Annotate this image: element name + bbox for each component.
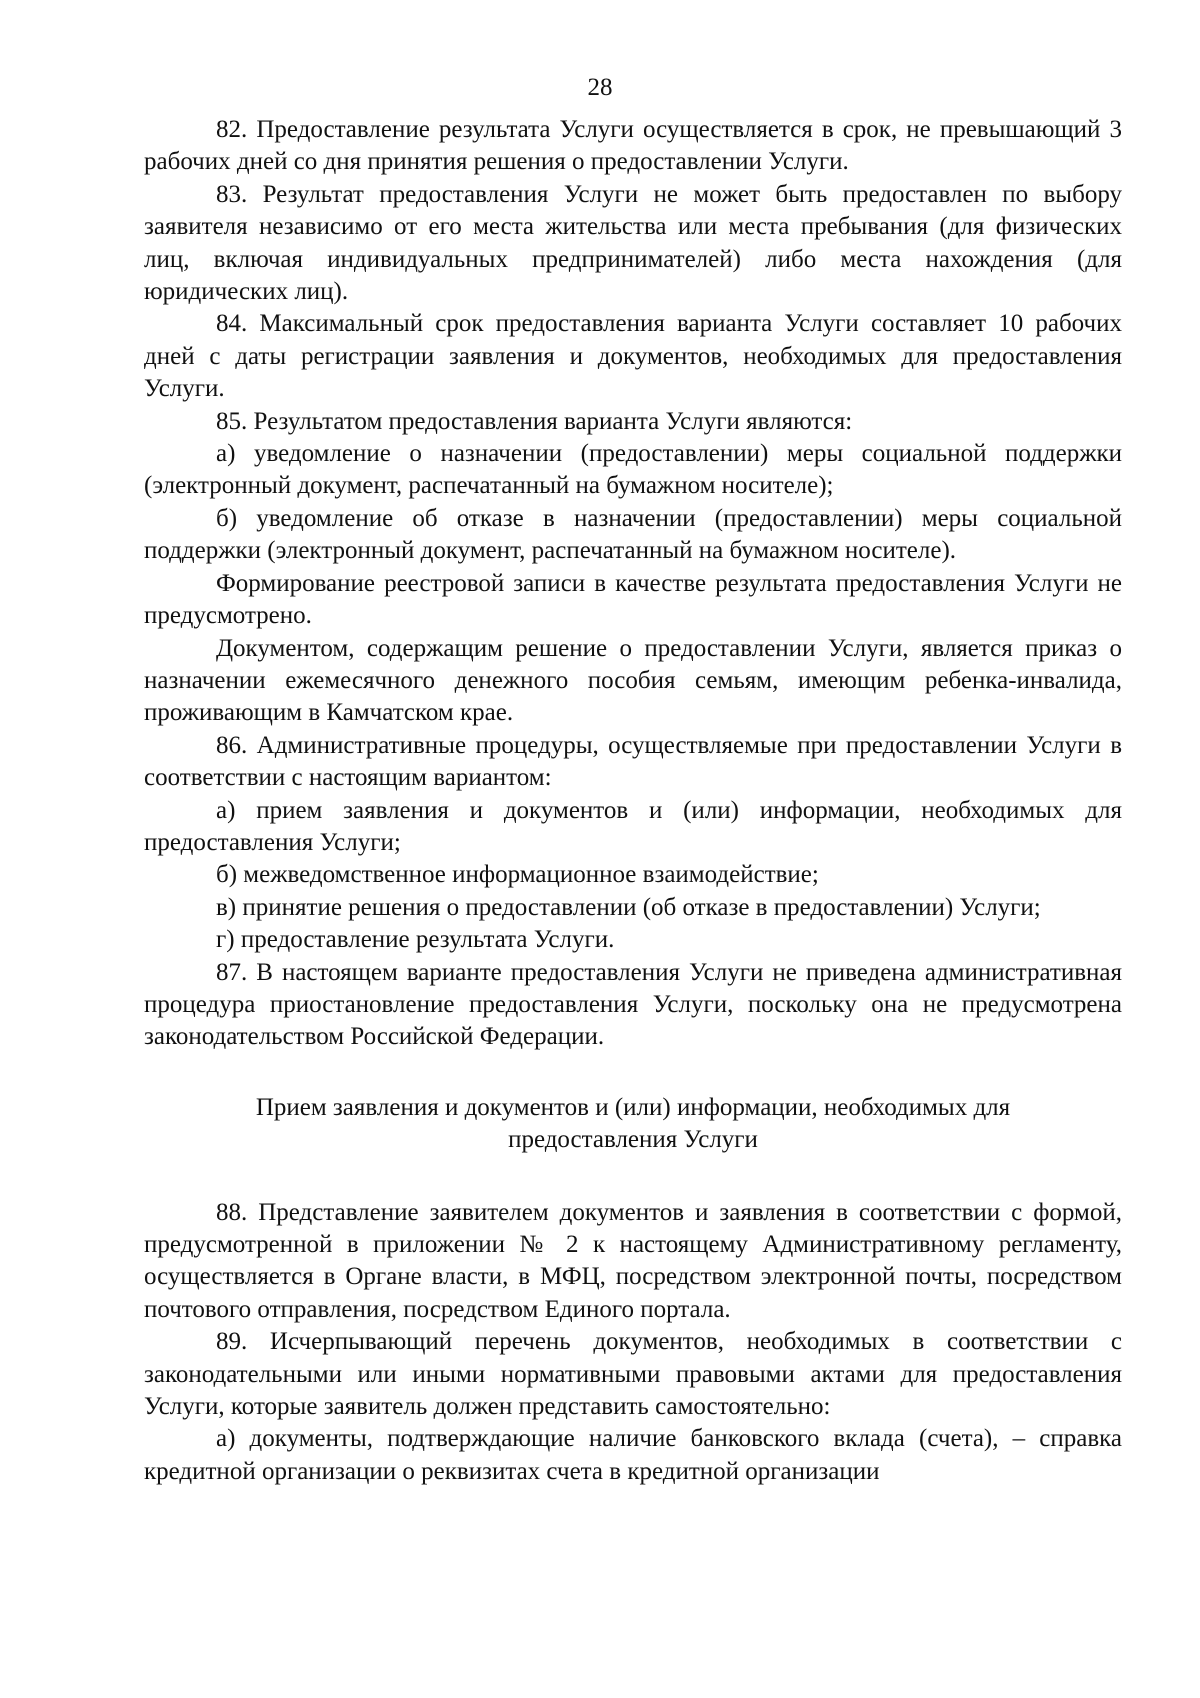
paragraph-89-item-a: а) документы, подтверждающие наличие банковского вклада (счета), – справка кредитной организации о реквизитах счета в кредитной организации: [144, 1425, 1122, 1485]
paragraph-84: 84. Максимальный срок предоставления варианта Услуги составляет 10 рабочих дней с даты регистрации заявления и документов, необходимых для предоставления Услуги.: [144, 310, 1122, 403]
paragraph-decision-document: Документом, содержащим решение о предоставлении Услуги, является приказ о назначении ежемесячного денежного пособия семьям, имеющим ребенка-инвалида, проживающим в Камчатском крае.: [144, 634, 1122, 727]
paragraph-83: 83. Результат предоставления Услуги не может быть предоставлен по выбору заявителя независимо от его места жительства или места пребывания (для физических лиц, включая индивидуальных предпринимателей) либо места нахождения (для юридических лиц).: [144, 180, 1122, 306]
paragraph-85-item-a: а) уведомление о назначении (предоставлении) меры социальной поддержки (электронный документ, распечатанный на бумажном носителе);: [144, 440, 1122, 500]
paragraph-85: 85. Результатом предоставления варианта Услуги являются:: [216, 407, 853, 435]
paragraph-86-item-b: б) межведомственное информационное взаимодействие;: [216, 861, 819, 889]
paragraph-86-item-a: а) прием заявления и документов и (или) информации, необходимых для предоставления Услуги;: [144, 796, 1122, 856]
paragraph-82: 82. Предоставление результата Услуги осуществляется в срок, не превышающий 3 рабочих дней со дня принятия решения о предоставлении Услуги.: [144, 116, 1122, 176]
paragraph-87: 87. В настоящем варианте предоставления Услуги не приведена административная процедура приостановление предоставления Услуги, поскольку она не предусмотрена законодательством Российской Федерации.: [144, 958, 1122, 1051]
section-heading: Прием заявления и документов и (или) информации, необходимых для предоставления Услуги: [255, 1093, 1011, 1154]
paragraph-86-item-g: г) предоставление результата Услуги.: [216, 926, 615, 954]
paragraph-86: 86. Административные процедуры, осуществляемые при предоставлении Услуги в соответствии с настоящим вариантом:: [144, 731, 1122, 792]
page-number: 28: [587, 74, 613, 101]
document-body: [144, 114, 1122, 1488]
paragraph-85-item-b: б) уведомление об отказе в назначении (предоставлении) меры социальной поддержки (электронный документ, распечатанный на бумажном носителе).: [144, 504, 1122, 565]
paragraph-88: 88. Представление заявителем документов и заявления в соответствии с формой, предусмотренной в приложении № 2 к настоящему Административному регламенту, осуществляется в Органе власти, в МФЦ, посредством электронной почты, посредством почтового отправления, посредством Единого портала.: [144, 1198, 1122, 1323]
paragraph-86-item-v: в) принятие решения о предоставлении (об отказе в предоставлении) Услуги;: [216, 893, 1041, 921]
paragraph-89: 89. Исчерпывающий перечень документов, необходимых в соответствии с законодательными или иными нормативными правовыми актами для предоставления Услуги, которые заявитель должен представить самостоятельно:: [144, 1328, 1122, 1421]
paragraph-registry-record: Формирование реестровой записи в качестве результата предоставления Услуги не предусмотрено.: [144, 569, 1122, 630]
